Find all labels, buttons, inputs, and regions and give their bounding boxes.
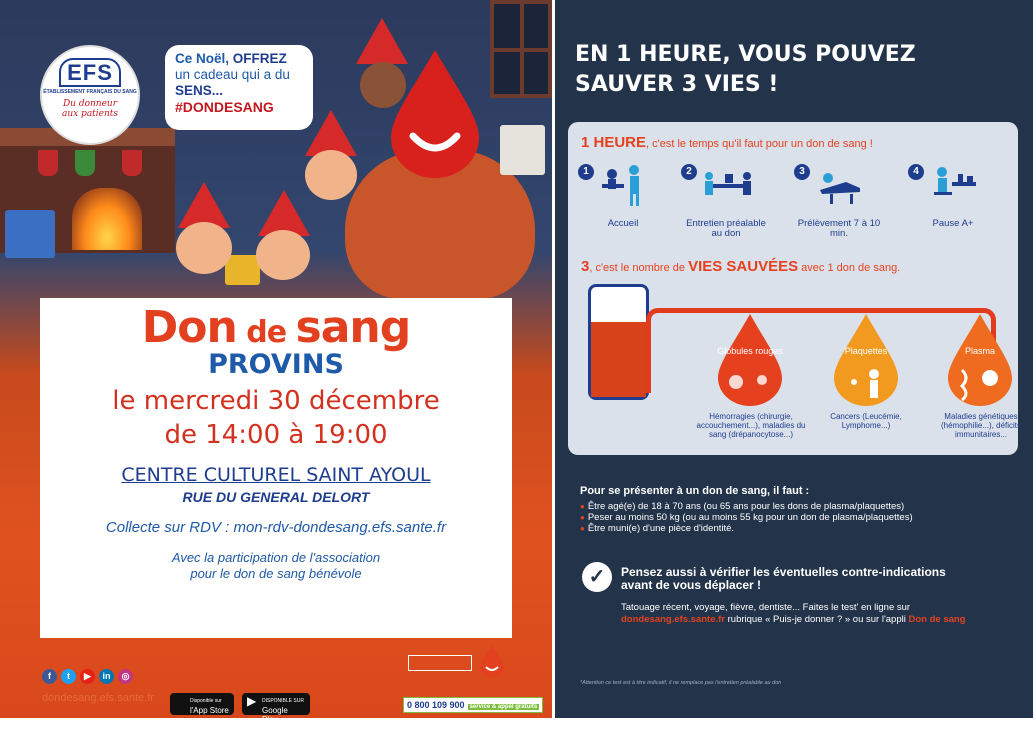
partner-badge xyxy=(408,655,472,671)
fire-icon xyxy=(72,188,142,250)
gift-icon xyxy=(225,255,260,285)
social-links xyxy=(42,666,137,684)
elf-character xyxy=(360,62,406,108)
app-link[interactable]: Don de sang xyxy=(908,614,966,625)
blood-drop-icon xyxy=(478,645,506,677)
blood-bag-icon xyxy=(588,284,649,400)
association-note: Avec la participation de l'association pour le don de sang bénévole xyxy=(171,550,381,581)
poster-right xyxy=(555,0,1033,718)
platelets-drop-icon xyxy=(830,312,902,408)
speech-bubble: Ce Noël, OFFREZ un cadeau qui a du SENS... #DONDESANG xyxy=(165,45,313,130)
contraindications-heading: Pensez aussi à vérifier les éventuelles contre-indications avant de vous déplacer ! xyxy=(621,565,946,592)
hashtag: #DONDESANG xyxy=(175,99,274,115)
footnote: *Attention ce test est à titre indicatif, il ne remplace pas l'entretien préalable au don xyxy=(580,680,782,686)
lives-heading: 3, c'est le nombre de VIES SAUVÉES avec 1 don de sang. xyxy=(581,258,901,275)
event-city: PROVINS xyxy=(208,349,344,380)
stocking-icon xyxy=(38,150,58,176)
stocking-icon xyxy=(75,150,95,176)
event-hours: de 14:00 à 19:00 xyxy=(164,420,388,450)
check-icon: ✓ xyxy=(582,562,612,592)
gift-icon xyxy=(5,210,55,258)
list-item: ● Peser au moins 50 kg (ou au moins 55 kg pour un don de plasma/plaquettes) xyxy=(580,512,913,523)
list-item: ● Être muni(e) d'une pièce d'identité. xyxy=(580,523,913,534)
app-store-badge[interactable]: Disponible sur l'App Store xyxy=(170,693,234,715)
right-title: EN 1 HEURE, VOUS POUVEZ SAUVER 3 VIES ! xyxy=(575,42,916,97)
hour-heading: 1 HEURE, c'est le temps qu'il faut pour un don de sang ! xyxy=(581,134,873,151)
info-card: 1 HEURE, c'est le temps qu'il faut pour un don de sang ! 1 Accueil 2 Entretien préalable au don 3 Prélèvement 7 à 10 min. 4 Pause A+ 3, c'est le nombre de VIES SAUVÉES avec 1 don de sang. Globules rouges Hémorragies (chirurgie, accouchement...), maladies du sang (drépanocytose...) Plaquettes Cancers (Leucémie, Lymphome...) Plasma Maladies génétiques (hémophilie...), déficits immunitaires... xyxy=(568,122,1018,455)
rdv-link[interactable]: Collecte sur RDV : mon-rdv-dondesang.efs.sante.fr xyxy=(105,519,447,536)
elf-character xyxy=(176,222,232,274)
event-street: RUE DU GENERAL DELORT xyxy=(182,489,370,505)
plasma-drop-icon xyxy=(944,312,1016,408)
twitter-icon[interactable]: t xyxy=(61,669,76,684)
requirements-title: Pour se présenter à un don de sang, il faut : xyxy=(580,485,810,497)
linkedin-icon[interactable]: in xyxy=(99,669,114,684)
elf-character xyxy=(256,230,310,280)
blood-drop-mascot-icon xyxy=(385,48,485,178)
youtube-icon[interactable]: ▶ xyxy=(80,669,95,684)
efs-logo: EFS ÉTABLISSEMENT FRANÇAIS DU SANG Du donneur aux patients xyxy=(40,45,140,145)
elf-character xyxy=(305,150,357,200)
red-cells-drop-icon xyxy=(714,312,786,408)
event-title: Don de sang xyxy=(141,302,411,353)
google-play-badge[interactable]: ▶ DISPONIBLE SUR Google Play xyxy=(242,693,310,715)
self-test-link[interactable]: dondesang.efs.sante.fr xyxy=(621,614,725,625)
gift-icon xyxy=(500,125,545,175)
donation-chair-icon xyxy=(816,164,866,206)
interview-icon xyxy=(703,164,753,206)
facebook-icon[interactable]: f xyxy=(42,669,57,684)
event-venue: CENTRE CULTUREL SAINT AYOUL xyxy=(121,464,431,486)
event-date: le mercredi 30 décembre xyxy=(112,386,440,416)
reception-icon xyxy=(600,164,648,206)
requirements-list xyxy=(580,501,913,534)
stocking-icon xyxy=(122,150,142,176)
play-icon: ▶ xyxy=(247,694,257,708)
self-test-text: Tatouage récent, voyage, fièvre, dentiste... Faites le test' en ligne sur dondesang.efs.sante.fr rubrique « Puis-je donner ? » ou sur l'appli Don de sang xyxy=(621,602,966,625)
event-panel xyxy=(40,298,512,638)
snack-break-icon xyxy=(930,164,980,206)
window-illustration xyxy=(490,0,552,98)
instagram-icon[interactable]: ◎ xyxy=(118,669,133,684)
website-link[interactable]: dondesang.efs.sante.fr xyxy=(42,692,154,704)
list-item: ● Être agé(e) de 18 à 70 ans (ou 65 ans pour les dons de plasma/plaquettes) xyxy=(580,501,913,512)
elf-hat-icon xyxy=(356,18,408,64)
phone-number[interactable]: 0 800 109 900 service & appel gratuits xyxy=(403,697,543,713)
